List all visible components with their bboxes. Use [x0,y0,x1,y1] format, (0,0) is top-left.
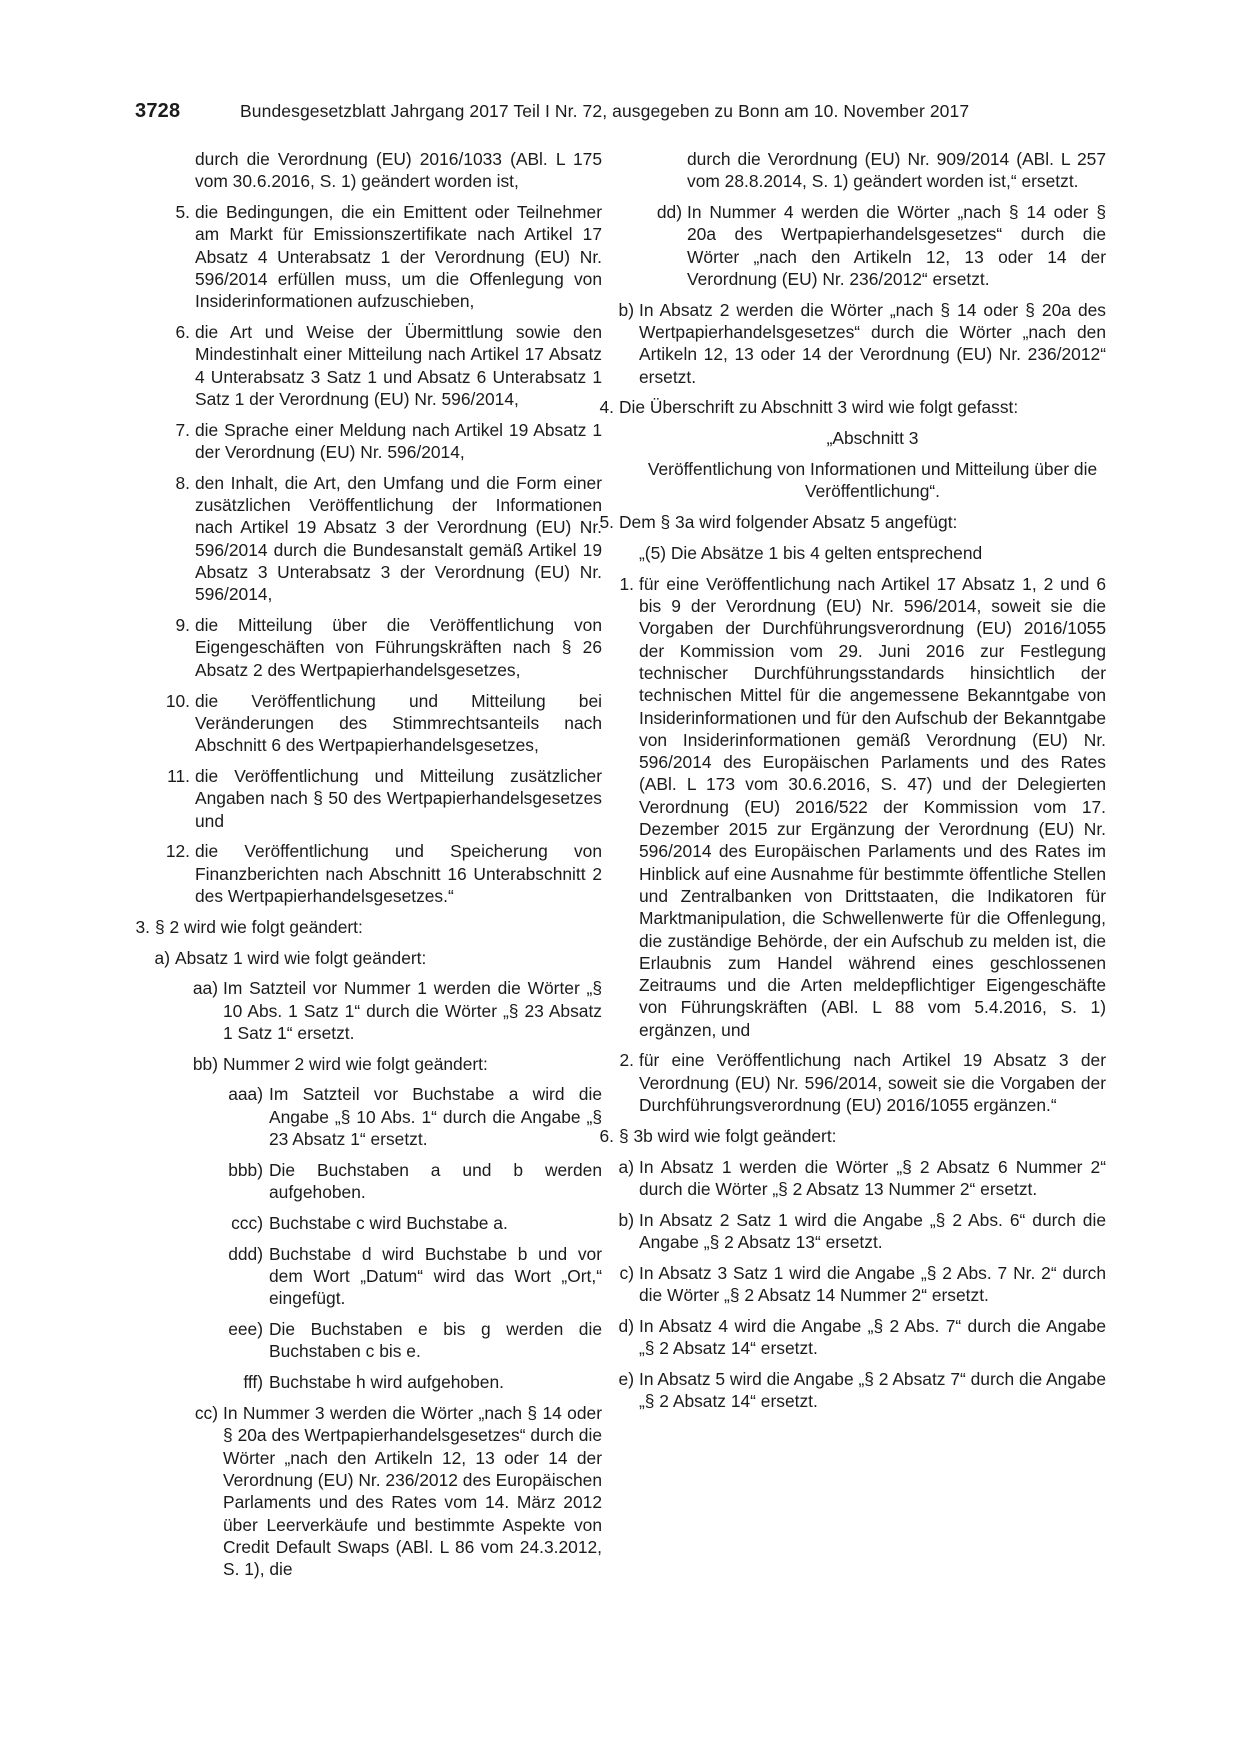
item-text: durch die Verordnung (EU) Nr. 909/2014 (ABl. L 257 vom 28.8.2014, S. 1) geändert worden ist,“ ersetzt. [687,149,1106,192]
item-text: „(5) Die Absätze 1 bis 4 gelten entsprechend [639,542,983,563]
item-label: 12. [165,841,190,862]
item-text: Buchstabe d wird Buchstabe b und vor dem Wort „Datum“ wird das Wort „Ort,“ eingefügt. [269,1243,602,1309]
item-text: Die Überschrift zu Abschnitt 3 wird wie folgt gefasst: [619,397,1019,418]
item-text: In Absatz 2 werden die Wörter „nach § 14 oder § 20a des Wertpapierhandelsgesetzes“ durch die Wörter „nach den Artikeln 12, 13 oder 14 der Verordnung (EU) Nr. 236/2012“ ersetzt. [639,299,1106,387]
item-label: 9. [175,615,190,636]
item-text: Dem § 3a wird folgender Absatz 5 angefügt: [619,512,958,533]
item-label: aaa) [228,1084,263,1105]
list-item [165,690,602,757]
page-number: 3728 [135,100,181,122]
list-item [192,1053,602,1075]
item-text: In Absatz 1 werden die Wörter „§ 2 Absatz 6 Nummer 2“ durch die Wörter „§ 2 Absatz 13 Nummer 2“ ersetzt. [639,1156,1106,1199]
list-item [192,977,602,1044]
item-label: 1. [619,573,634,594]
item-label: a) [154,947,170,968]
list-item [175,614,602,681]
item-label: cc) [194,1403,218,1424]
list-item [167,765,602,832]
list-item [599,1125,1106,1147]
section-heading: „Abschnitt 3 [826,428,919,449]
list-item [618,1156,1106,1201]
item-text: Buchstabe h wird aufgehoben. [269,1372,504,1393]
item-label: 11. [167,765,190,786]
item-text: Nummer 2 wird wie folgt geändert: [223,1053,488,1074]
item-label: 6. [175,322,190,343]
item-label: eee) [228,1319,263,1340]
item-text: die Mitteilung über die Veröffentlichung von Eigengeschäften von Führungskräften nach § 26 Absatz 2 des Wertpapierhandelsgesetzes, [195,615,602,680]
item-text: Die Buchstaben e bis g werden die Buchstaben c bis e. [269,1319,602,1362]
item-label: d) [618,1315,634,1336]
item-text: die Art und Weise der Übermittlung sowie den Mindestinhalt einer Mitteilung nach Artikel 17 Absatz 4 Unterabsatz 3 Satz 1 und Absatz 6 Unterabsatz 1 Satz 1 der Verordnung (EU) Nr. 596/2014, [195,322,602,409]
list-item [175,472,602,606]
list-item [618,1368,1106,1413]
list-item [619,1049,1106,1116]
item-label: c) [619,1262,634,1283]
page-header [0,100,1241,130]
item-text: Im Satzteil vor Buchstabe a wird die Angabe „§ 10 Abs. 1“ durch die Angabe „§ 23 Absatz 1“ ersetzt. [269,1084,602,1150]
item-text: In Absatz 4 wird die Angabe „§ 2 Abs. 7“ durch die Angabe „§ 2 Absatz 14“ ersetzt. [639,1315,1106,1359]
list-item [195,148,602,193]
item-text: durch die Verordnung (EU) 2016/1033 (ABl. L 175 vom 30.6.2016, S. 1) geändert worden ist, [195,149,602,192]
list-item [175,321,602,410]
item-label: fff) [243,1372,263,1393]
list-item [228,1243,602,1310]
list-item [228,1318,602,1363]
gazette-title: Bundesgesetzblatt Jahrgang 2017 Teil I Nr. 72, ausgegeben zu Bonn am 10. November 2017 [240,101,970,121]
item-label: dd) [656,202,682,223]
item-label: 4. [599,397,614,418]
item-label: ccc) [231,1212,263,1233]
item-text: Im Satzteil vor Nummer 1 werden die Wörter „§ 10 Abs. 1 Satz 1“ durch die Wörter „§ 23 Absatz 1 Satz 1“ ersetzt. [223,978,602,1043]
list-item [231,1212,602,1234]
item-label: 7. [175,419,190,440]
item-label: 3. [135,916,150,937]
item-label: a) [618,1156,634,1177]
item-text: die Veröffentlichung und Mitteilung bei Veränderungen des Stimmrechtsanteils nach Abschnitt 6 des Wertpapierhandelsgesetzes, [195,690,602,756]
item-text: In Absatz 2 Satz 1 wird die Angabe „§ 2 Abs. 6“ durch die Angabe „§ 2 Absatz 13“ ersetzt. [639,1209,1106,1253]
item-text: In Nummer 3 werden die Wörter „nach § 14 oder § 20a des Wertpapierhandelsgesetzes“ durch die Wörter „nach den Artikeln 12, 13 oder 14 der Verordnung (EU) Nr. 236/2012 des Europäischen Parlaments und des Rates vom 14. März 2012 über Leerverkäufe und bestimmte Aspekte von Credit Default Swaps (ABl. L 86 vom 24.3.2012, S. 1), die [223,1403,602,1580]
item-label: bb) [192,1053,218,1074]
item-text: die Veröffentlichung und Mitteilung zusätzlicher Angaben nach § 50 des Wertpapierhandelsgesetzes und [195,765,602,831]
item-text: In Absatz 5 wird die Angabe „§ 2 Absatz 7“ durch die Angabe „§ 2 Absatz 14“ ersetzt. [639,1369,1106,1412]
list-item [618,1315,1106,1360]
item-text: Buchstabe c wird Buchstabe a. [269,1212,508,1233]
item-text: die Bedingungen, die ein Emittent oder Teilnehmer am Markt für Emissionszertifikate nach Artikel 17 Absatz 4 Unterabsatz 1 der Verordnung (EU) Nr. 596/2014 erfüllen muss, um die Offenlegung von Insiderinformationen aufzuschieben, [195,202,602,312]
list-item [165,840,602,907]
list-item [619,573,1106,1041]
item-text: § 2 wird wie folgt geändert: [155,916,363,937]
item-label: 5. [175,202,190,223]
item-label: e) [618,1369,634,1390]
item-text: die Sprache einer Meldung nach Artikel 19 Absatz 1 der Verordnung (EU) Nr. 596/2014, [195,419,602,463]
item-text: In Nummer 4 werden die Wörter „nach § 14 oder § 20a des Wertpapierhandelsgesetzes“ durch die Wörter „nach den Artikeln 12, 13 oder 14 der Verordnung (EU) Nr. 236/2012“ ersetzt. [687,202,1106,289]
item-label: ddd) [228,1243,263,1264]
section-heading: Veröffentlichung von Informationen und Mitteilung über die Veröffentlichung“. [647,459,1098,502]
list-item [154,947,602,969]
list-item [228,1083,602,1150]
list-item [194,1402,602,1580]
list-item [599,511,1106,533]
item-text: § 3b wird wie folgt geändert: [619,1125,837,1146]
list-item [639,542,1106,564]
list-item [175,419,602,464]
list-item [135,916,602,938]
item-label: b) [618,1209,634,1230]
left-column [135,148,602,1589]
item-label: 5. [599,512,614,533]
item-text: den Inhalt, die Art, den Umfang und die Form einer zusätzlichen Veröffentlichung der Informationen nach Artikel 19 Absatz 3 der Verordnung (EU) Nr. 596/2014 durch die Bundesanstalt gemäß Artikel 19 Absatz 3 Unterabsatz 3 der Verordnung (EU) Nr. 596/2014, [195,472,602,605]
item-label: bbb) [228,1159,263,1180]
list-item [687,148,1106,193]
item-text: Absatz 1 wird wie folgt geändert: [175,947,427,968]
item-text: für eine Veröffentlichung nach Artikel 17 Absatz 1, 2 und 6 bis 9 der Verordnung (EU) Nr. 596/2014, soweit sie die Vorgaben der Durchführungsverordnung (EU) 2016/1055 der Kommission vom 29. Juni 2016 zur Festlegung technischer Durchführungsstandards hinsichtlich der technischen Mittel für die angemessene Bekanntgabe von Insiderinformationen und für den Aufschub der Bekanntgabe von Insiderinformationen gemäß Verordnung (EU) Nr. 596/2014 des Europäischen Parlaments und des Rates (ABl. L 173 vom 30.6.2016, S. 47) und der Delegierten Verordnung (EU) 2016/522 der Kommission vom 17. Dezember 2015 zur Ergänzung der Verordnung (EU) Nr. 596/2014 des Europäischen Parlaments und des Rates im Hinblick auf eine Ausnahme für bestimmte öffentliche Stellen und Zentralbanken von Drittstaaten, die Indikatoren für Marktmanipulation, die Schwellenwerte für die Offenlegung, die zuständige Behörde, der ein Aufschub zu melden ist, die Erlaubnis zum Handel während eines geschlossenen Zeitraums und die Arten meldepflichtiger Eigengeschäfte von Führungskräften (ABl. L 88 vom 5.4.2016, S. 1) ergänzen, und [639,573,1106,1040]
list-item [599,396,1106,418]
list-item [618,299,1106,388]
list-item [618,1209,1106,1254]
item-text: die Veröffentlichung und Speicherung von Finanzberichten nach Abschnitt 16 Unterabschnitt 2 des Wertpapierhandelsgesetzes.“ [195,841,602,906]
item-label: 6. [599,1125,614,1146]
item-text: für eine Veröffentlichung nach Artikel 19 Absatz 3 der Verordnung (EU) Nr. 596/2014, soweit sie die Vorgaben der Durchführungsverordnung (EU) 2016/1055 ergänzen.“ [639,1050,1106,1116]
right-column [599,148,1106,1421]
list-item [228,1159,602,1204]
item-label: b) [618,299,634,320]
list-item [619,1262,1106,1307]
item-label: 2. [619,1050,634,1071]
list-item [243,1371,602,1393]
list-item [656,201,1106,290]
item-label: aa) [192,978,218,999]
item-label: 8. [175,472,190,493]
list-item [175,201,602,312]
item-text: In Absatz 3 Satz 1 wird die Angabe „§ 2 Abs. 7 Nr. 2“ durch die Wörter „§ 2 Absatz 14 Nummer 2“ ersetzt. [639,1262,1106,1306]
item-label: 10. [165,690,190,711]
item-text: Die Buchstaben a und b werden aufgehoben. [269,1159,602,1203]
